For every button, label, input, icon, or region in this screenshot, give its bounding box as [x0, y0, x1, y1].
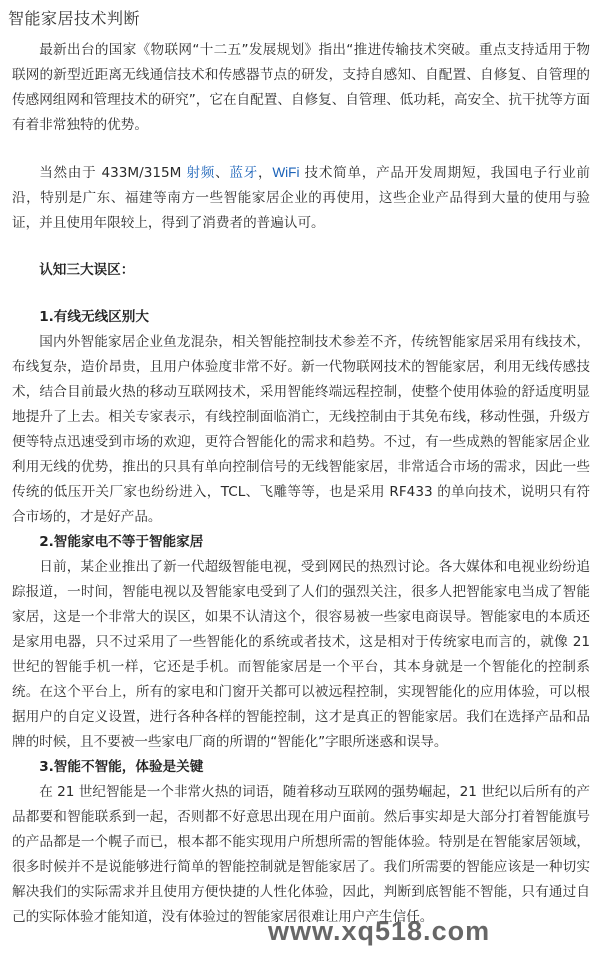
- intro-paragraph: 最新出台的国家《物联网“十二五”发展规划》指出“推进传输技术突破。重点支持适用于物联网的新型近距离无线通信技术和传感器节点的研发，支持自感知、自配置、自修复、自管理的传感网组网和管理技术的研究”，它在自配置、自修复、自管理、低功耗，高安全、抗干扰等方面有着非常独特的优势。: [12, 42, 590, 133]
- tech-text-a: 当然由于 433M/315M: [39, 165, 187, 181]
- link-rf[interactable]: 射频: [186, 165, 216, 181]
- section-3-heading: 3.智能不智能，体验是关键: [39, 759, 204, 775]
- tech-paragraph: [12, 160, 590, 236]
- watermark: www.xq518.com: [268, 916, 491, 946]
- link-bluetooth[interactable]: 蓝牙: [229, 165, 258, 181]
- section-2-heading: 2.智能家电不等于智能家居: [39, 534, 204, 550]
- section-1-text: 国内外智能家居企业鱼龙混杂，相关智能控制技术参差不齐，传统智能家居采用有线技术，布线复杂，造价昂贵，且用户体验度非常不好。新一代物联网技术的智能家居，利用无线传感技术，结合目前最火热的移动互联网技术，采用智能终端远程控制，使整个使用体验的舒适度明显地提升了上去。相关专家表示，有线控制面临消亡，无线控制由于其免布线，移动性强，升级方便等特点迅速受到市场的欢迎，更符合智能化的需求和趋势。不过，有一些成熟的智能家居企业利用无线的优势，推出的只具有单向控制信号的无线智能家居，非常适合市场的需求，因此一些传统的低压开关厂家也纷纷进入，TCL、飞雕等等，也是采用 RF433 的单向技术，说明只有符合市场的，才是好产品。: [12, 334, 591, 525]
- section-3-text: 在 21 世纪智能是一个非常火热的词语，随着移动互联网的强势崛起，21 世纪以后所有的产品都要和智能联系到一起，否则都不好意思出现在用户面前。然后事实却是大部分打着智能旗号的产品都是一个幌子而已，根本都不能实现用户所想所需的智能体验。特别是在智能家居领域，很多时候并不是说能够进行简单的智能控制就是智能家居了。我们所需要的智能应该是一种切实解决我们的实际需求并且使用方便快捷的人性化体验，因此，判断到底智能不智能，只有通过自己的实际体验才能知道，没有体验过的智能家居很难让用户产生信任。: [12, 784, 590, 925]
- section-2-text: 日前，某企业推出了新一代超级智能电视，受到网民的热烈讨论。各大媒体和电视业纷纷追踪报道，一时间，智能电视以及智能家电受到了人们的强烈关注，很多人把智能家电当成了智能家居，这是一个非常大的误区，如果不认清这个，很容易被一些家电商误导。智能家电的本质还是家用电器，只不过采用了一些智能化的系统或者技术，这是相对于传统家电而言的，就像 21 世纪的智能手机一样，它还是手机。而智能家居是一个平台，其本身就是一个智能化的控制系统。在这个平台上，所有的家电和门窗开关都可以被远程控制，实现智能化的应用体验，可以根据用户的自定义设置，进行各种各样的智能控制，这才是真正的智能家居。我们在选择产品和品牌的时候，且不要被一些家电厂商的所谓的“智能化”字眼所迷惑和误导。: [12, 559, 590, 750]
- link-wifi[interactable]: WiFi: [272, 165, 300, 180]
- article-body: [12, 38, 590, 930]
- section-heading: 认知三大误区：: [39, 262, 135, 278]
- separator: ，: [258, 165, 273, 181]
- separator: 、: [215, 165, 230, 181]
- page-title: 智能家居技术判断: [8, 9, 141, 28]
- tech-text-b: 技术简单，产品开发周期短，我国电子行业前沿，特别是广东、福建等南方一些智能家居企业的再使用，这些企业产品得到大量的使用与验证，并且使用年限较上，得到了消费者的普遍认可。: [12, 165, 591, 231]
- section-1-heading: 1.有线无线区别大: [39, 309, 149, 325]
